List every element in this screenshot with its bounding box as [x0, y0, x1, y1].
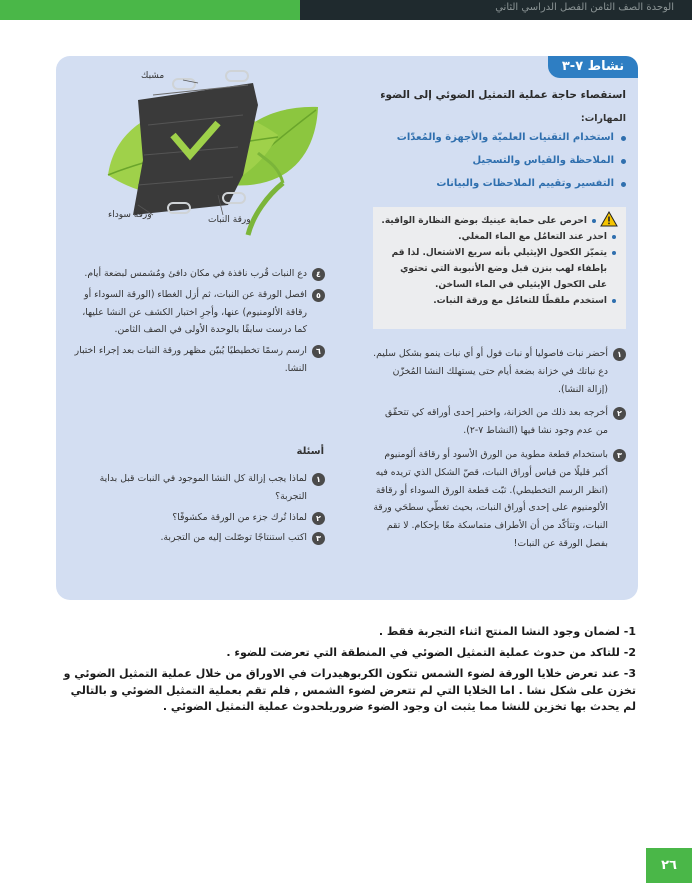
steps-right: [372, 345, 626, 559]
safety-item: احذر عند التعامُل مع الماء المغلي.: [388, 229, 616, 245]
step-item: ٤ دع النبات قُرب نافذة في مكان دافئ ومُشمس لبضعة أيام.: [70, 265, 325, 283]
top-bar: [0, 0, 692, 20]
page-number: ٢٦: [646, 848, 692, 883]
step-item: ١ أحضر نبات فاصوليا أو نبات فول أو أي نبات ينمو بشكل سليم. دع نباتك في خزانة بضعة أيام حتى يستهلك النشا المُخزّن (إزالة النشا).: [372, 345, 626, 398]
safety-item: احرص على حماية عينيك بوضع النظارة الواقية.: [368, 213, 596, 229]
step-item: ٦ ارسم رسمًا تخطيطيًا يُبيّن مظهر ورقة النبات بعد إجراء اختبار النشا.: [70, 342, 325, 378]
question-item: ٣ اكتب استنتاجًا توصّلت إليه من التجربة.: [70, 529, 325, 547]
questions-heading: أسئلة: [296, 446, 324, 457]
step-item: ٢ أخرجه بعد ذلك من الخزانة، واختبر إحدى أوراقه كي تتحقّق من عدم وجود نشا فيها (النشاط ٧-٢).: [372, 404, 626, 440]
skill-item: الملاحظة والقياس والتسجيل: [364, 155, 626, 178]
skills-list: [364, 132, 626, 201]
safety-list-rest: [388, 229, 616, 309]
question-item: ١ لماذا يجب إزالة كل النشا الموجود في النبات قبل بداية التجربة؟: [70, 470, 325, 506]
step-item: ٣ باستخدام قطعة مطوية من الورق الأسود أو رقاقة ألومنيوم أكبر قليلًا من قياس أوراق النبات، قصّ الشكل الذي تريده فيه (انظر الرسم التخطيطي). ثبّت قطعة الورق السوداء أو رقاقة الألومنيوم على إحدى أوراق النبات، بحيث تغطّي سطحَي ورقة النبات، وتتأكّد من أن الأطراف متماسكة معًا بإحكام. لا تقم بفصل الورقة عن النبات!: [372, 446, 626, 553]
question-item: ٢ لماذا تُرك جزء من الورقة مكشوفًا؟: [70, 509, 325, 527]
label-plant-leaf: ورقة النبات: [208, 215, 251, 225]
answers-block: [56, 624, 636, 720]
activity-tab: نشاط ٧-٣: [548, 56, 638, 78]
safety-list: [368, 213, 596, 229]
leaf-illustration: [78, 65, 328, 245]
answer-2: 2- للتاكد من حدوث عملية التمثيل الضوئي في المنطقة التي تعرضت للضوء .: [226, 646, 636, 660]
top-bar-green: [0, 0, 300, 20]
safety-item: استخدم ملقطًا للتعامُل مع ورقة النبات.: [388, 293, 616, 309]
step-item: ٥ افصل الورقة عن النبات، ثم أزل الغطاء (الورقة السوداء أو رقاقة الألومنيوم) عنها، وأجرِ اختبار الكشف عن النشا عليها، كما درست سابقًا بالوحدة الأولى في الصف الثامن.: [70, 286, 325, 339]
skill-item: استخدام التقنيات العلميّة والأجهزة والمُعدّات: [364, 132, 626, 155]
activity-title: استقصاء حاجة عملية التمثيل الضوئي إلى الضوء: [380, 89, 626, 101]
skill-item: التفسير وتقييم الملاحظات والبيانات: [364, 178, 626, 201]
steps-left: [70, 265, 325, 384]
warning-icon: [600, 211, 618, 227]
safety-box: [373, 207, 626, 329]
answer-3: 3- عند تعرض خلايا الورقة لضوء الشمس تتكون الكربوهيدرات في الاوراق من خلال عملية التمثيل الضوئي و تخزن على شكل نشا . اما الخلايا التي لم تتعرض لضوء الشمس , فلم تقم بعملية التمثيل الضوئي و بالتالي لم يحدث بها تخزين للنشا مما يثبت ان وجود الضوء ضروريلحدوث عملية التمثيل الضوئي .: [63, 667, 636, 713]
questions-list: [70, 470, 325, 553]
label-black-paper: ورقة سوداء: [108, 210, 152, 220]
header-text: الوحدة الصف الثامن الفصل الدراسي الثاني: [495, 2, 674, 13]
skills-heading: المهارات:: [580, 113, 626, 124]
answer-1: 1- لضمان وجود النشا المنتج اثناء التجربة فقط .: [378, 625, 636, 638]
label-clip: مشبك: [141, 71, 165, 81]
safety-item: يتميّز الكحول الإيثيلي بأنه سريع الاشتعال. لذا قم بإطفاء لهب بنزن قبل وضع الأنبوبة التي تحتوي على الكحول الإيثيلي في الماء الساخن.: [388, 245, 616, 293]
